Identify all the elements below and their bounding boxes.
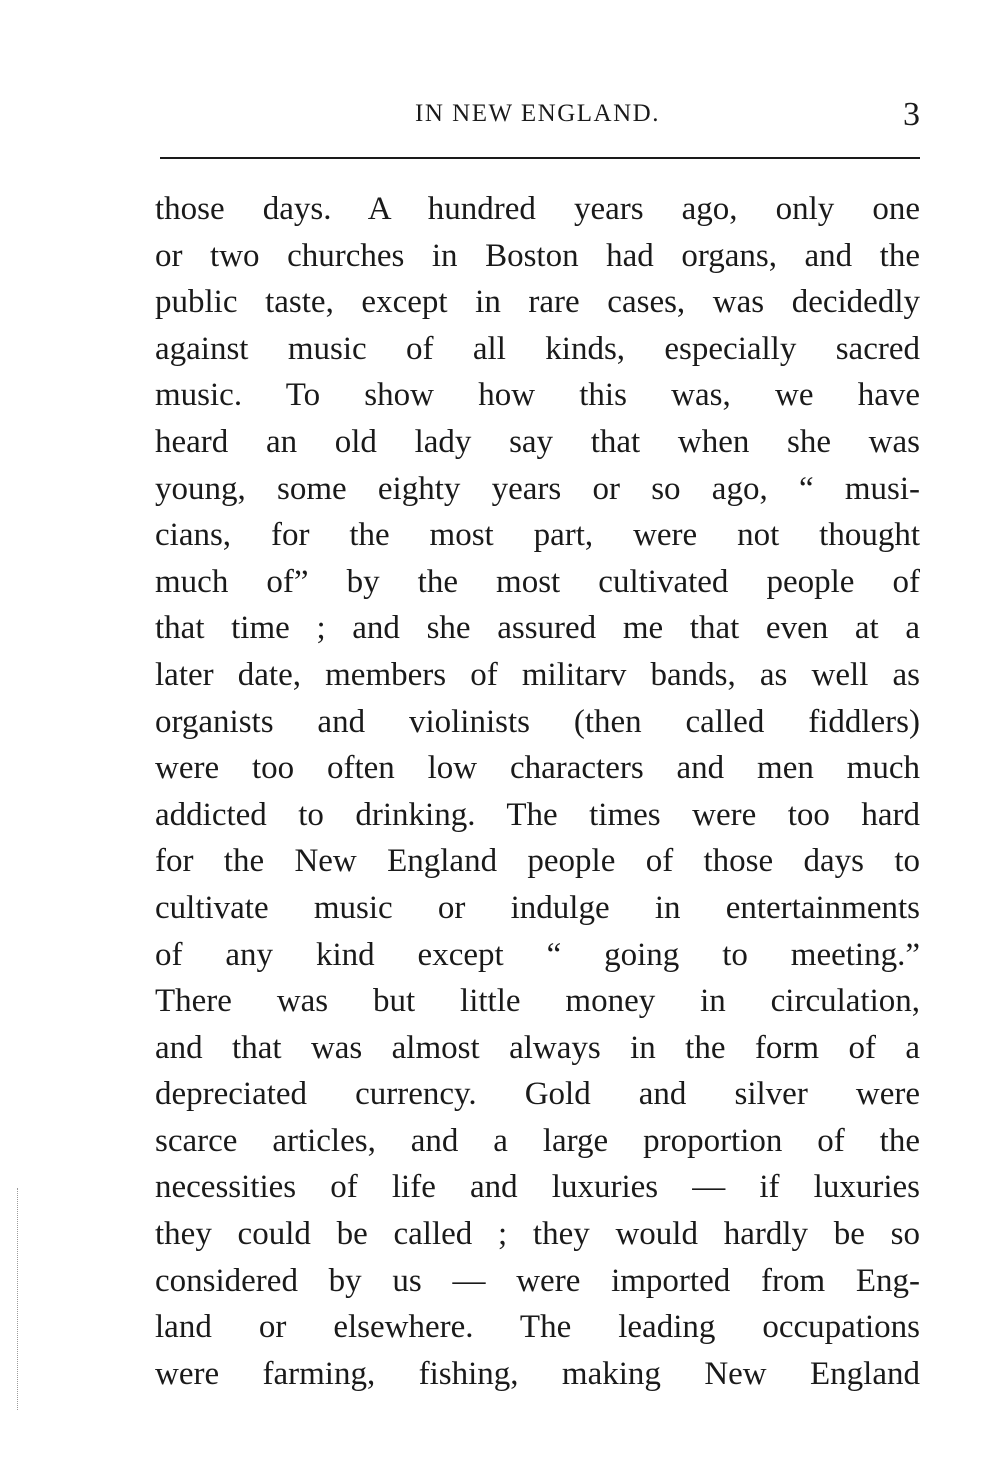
text-line: considered by us — were imported from Eng-	[155, 1262, 920, 1299]
text-line: There was but little money in circulation,	[155, 983, 920, 1020]
text-line: later date, members of militarv bands, as well as	[155, 656, 920, 693]
text-line: for the New England people of those days to	[155, 843, 920, 880]
text-line: addicted to drinking. The times were too hard	[155, 796, 920, 833]
header-rule	[160, 157, 920, 159]
page-number: 3	[903, 96, 920, 133]
text-line: and that was almost always in the form of a	[155, 1029, 920, 1066]
text-line: that time ; and she assured me that even at a	[155, 610, 920, 647]
text-line: were farming, fishing, making New England	[155, 1355, 920, 1392]
scan-margin-artifact	[17, 1188, 20, 1410]
text-line: cultivate music or indulge in entertainments	[155, 889, 920, 926]
text-line: much of” by the most cultivated people of	[155, 563, 920, 600]
text-line: those days. A hundred years ago, only one	[155, 191, 920, 227]
text-line: depreciated currency. Gold and silver were	[155, 1076, 920, 1113]
text-line: young, some eighty years or so ago, “ musi-	[155, 470, 920, 507]
text-line: cians, for the most part, were not thought	[155, 517, 920, 554]
text-line: of any kind except “ going to meeting.”	[155, 936, 920, 973]
body-text	[155, 186, 920, 1397]
running-head	[155, 96, 920, 146]
text-line: or two churches in Boston had organs, and the	[155, 237, 920, 274]
text-line: public taste, except in rare cases, was decidedly	[155, 284, 920, 321]
text-line: organists and violinists (then called fiddlers)	[155, 703, 920, 740]
text-line: necessities of life and luxuries — if luxuries	[155, 1169, 920, 1206]
text-line: scarce articles, and a large proportion of the	[155, 1122, 920, 1159]
running-title: IN NEW ENGLAND.	[415, 100, 660, 127]
text-line: they could be called ; they would hardly be so	[155, 1216, 920, 1253]
text-line: music. To show how this was, we have	[155, 377, 920, 414]
text-line: were too often low characters and men much	[155, 750, 920, 787]
text-line: heard an old lady say that when she was	[155, 423, 920, 460]
text-line: land or elsewhere. The leading occupations	[155, 1309, 920, 1346]
text-line: against music of all kinds, especially sacred	[155, 330, 920, 367]
